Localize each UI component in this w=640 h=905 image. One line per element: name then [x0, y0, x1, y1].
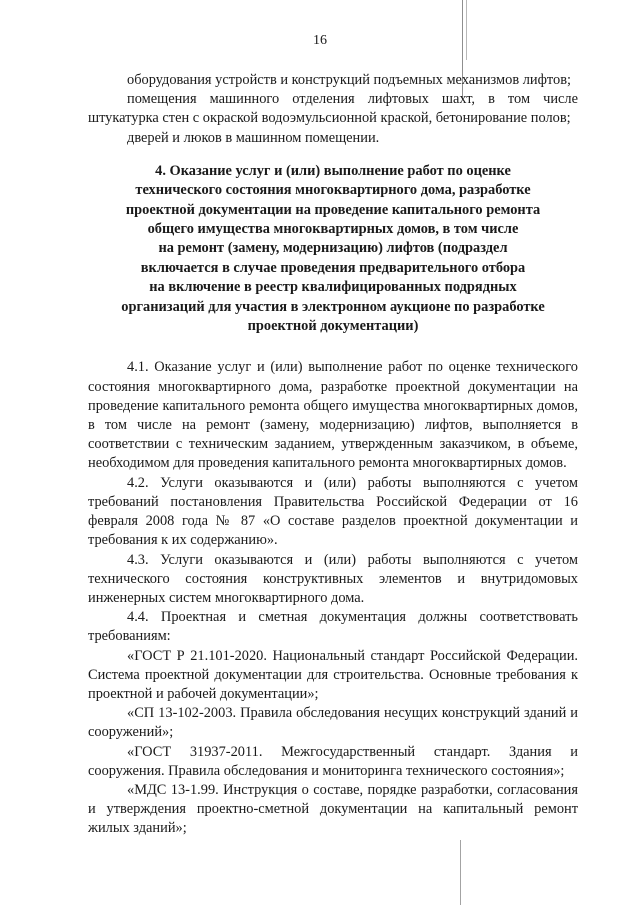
standard-item-gost-21-101: «ГОСТ Р 21.101-2020. Национальный стандарт Российской Федерации. Система проектной документации для строительства. Основные требования к проектной и рабочей документации»;: [88, 647, 578, 702]
spacer: [88, 350, 578, 358]
intro-paragraph: оборудования устройств и конструкций подъемных механизмов лифтов;: [127, 72, 572, 88]
section-paragraph-4-1: 4.1. Оказание услуг и (или) выполнение работ по оценке технического состояния многоквартирного дома, разработке проектной документации на проведение капитального ремонта общего имущества многоквартирных домов, в том числе на ремонт (замену, модернизацию) лифтов, выполняется в соответствии с техническим заданием, утвержденным заказчиком, в объеме, необходимом для проведения капитального ремонта многоквартирных домов.: [88, 359, 578, 472]
section-heading-line: технического состояния многоквартирного дома, разработке: [135, 182, 531, 199]
page-number: 16: [313, 33, 327, 48]
section-heading-line: проектной документации на проведение капитального ремонта: [125, 201, 541, 218]
scan-artifact-line: [466, 0, 467, 60]
section-paragraph-4-2: 4.2. Услуги оказываются и (или) работы выполняются с учетом требований постановления Правительства Российской Федерации от 16 февраля 2008 года № 87 «О составе разделов проектной документации и требования к их содержанию».: [88, 474, 578, 549]
intro-paragraph: дверей и люков в машинном помещении.: [127, 129, 380, 146]
section-heading-line: на ремонт (замену, модернизацию) лифтов (подраздел: [158, 240, 508, 257]
scan-artifact-line: [460, 840, 461, 905]
standard-item-mds-13-1: «МДС 13-1.99. Инструкция о составе, порядке разработки, согласования и утверждения проектно-сметной документации на капитальный ремонт жилых зданий»;: [88, 781, 578, 837]
section-paragraph-4-4: 4.4. Проектная и сметная документация должны соответствовать требованиям:: [88, 609, 578, 645]
intro-paragraph: помещения машинного отделения лифтовых шахт, в том числе штукатурка стен с окраской водоэмульсионной краской, бетонирование полов;: [88, 91, 578, 127]
section-heading-line: включается в случае проведения предварительного отбора: [140, 259, 526, 276]
section-heading-line: организаций для участия в электронном аукционе по разработке: [121, 298, 545, 315]
document-body: [88, 71, 578, 839]
section-heading: [88, 162, 578, 337]
section-heading-line: общего имущества многоквартирных домов, в том числе: [147, 221, 519, 238]
section-heading-line: на включение в реестр квалифицированных подрядных: [149, 279, 517, 296]
section-heading-line: проектной документации): [247, 318, 419, 335]
standard-item-gost-31937: «ГОСТ 31937-2011. Межгосударственный стандарт. Здания и сооружения. Правила обследования и мониторинга технического состояния»;: [88, 743, 578, 779]
section-paragraph-4-3: 4.3. Услуги оказываются и (или) работы выполняются с учетом технического состояния конструктивных элементов и внутридомовых инженерных систем многоквартирного дома.: [88, 551, 578, 606]
section-heading-line: 4. Оказание услуг и (или) выполнение работ по оценке: [155, 162, 511, 179]
standard-item-sp-13-102: «СП 13-102-2003. Правила обследования несущих конструкций зданий и сооружений»;: [88, 705, 578, 741]
